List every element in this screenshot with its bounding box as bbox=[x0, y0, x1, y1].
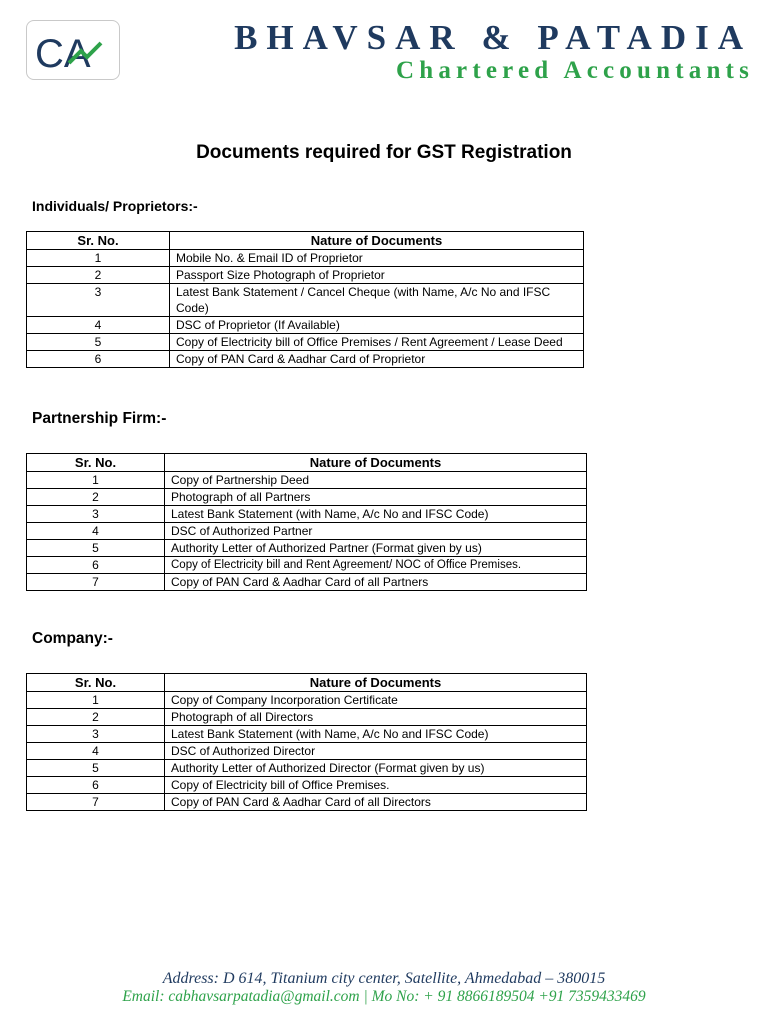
document-cell: Mobile No. & Email ID of Proprietor bbox=[170, 250, 584, 267]
footer-contact: Email: cabhavsarpatadia@gmail.com | Mo No: + 91 8866189504 +91 7359433469 bbox=[122, 988, 646, 1005]
document-title: Documents required for GST Registration bbox=[196, 142, 572, 163]
document-cell: Copy of Electricity bill and Rent Agreement/ NOC of Office Premises. bbox=[165, 557, 587, 574]
table-row bbox=[27, 777, 587, 794]
table-row bbox=[27, 334, 584, 351]
table-row bbox=[27, 709, 587, 726]
table-row bbox=[27, 743, 587, 760]
column-header-nature: Nature of Documents bbox=[165, 674, 587, 692]
column-header-nature: Nature of Documents bbox=[170, 232, 584, 250]
document-cell: Latest Bank Statement / Cancel Cheque (with Name, A/c No and IFSC Code) bbox=[170, 284, 584, 317]
sr-no-cell: 4 bbox=[27, 523, 165, 540]
table-row bbox=[27, 267, 584, 284]
sr-no-cell: 6 bbox=[27, 351, 170, 368]
sr-no-cell: 7 bbox=[27, 574, 165, 591]
sr-no-cell: 6 bbox=[27, 777, 165, 794]
document-cell: Latest Bank Statement (with Name, A/c No and IFSC Code) bbox=[165, 506, 587, 523]
sr-no-cell: 5 bbox=[27, 540, 165, 557]
ca-logo bbox=[26, 20, 120, 80]
table-row bbox=[27, 794, 587, 811]
sr-no-cell: 6 bbox=[27, 557, 165, 574]
table-row bbox=[27, 489, 587, 506]
table-header-row bbox=[27, 232, 584, 250]
document-cell: Copy of Electricity bill of Office Premises. bbox=[165, 777, 587, 794]
sr-no-cell: 1 bbox=[27, 472, 165, 489]
documents-table-company bbox=[26, 673, 587, 811]
sr-no-cell: 1 bbox=[27, 250, 170, 267]
table-row bbox=[27, 506, 587, 523]
sr-no-cell: 3 bbox=[27, 284, 170, 317]
sr-no-cell: 3 bbox=[27, 726, 165, 743]
table-row bbox=[27, 726, 587, 743]
table-row bbox=[27, 574, 587, 591]
sr-no-cell: 7 bbox=[27, 794, 165, 811]
section-heading-company: Company:- bbox=[32, 630, 113, 647]
document-cell: Copy of PAN Card & Aadhar Card of Proprietor bbox=[170, 351, 584, 368]
column-header-nature: Nature of Documents bbox=[165, 454, 587, 472]
ca-logo-text: CA bbox=[35, 32, 91, 76]
table-row bbox=[27, 760, 587, 777]
ca-logo-mark bbox=[27, 21, 119, 79]
table-header-row bbox=[27, 674, 587, 692]
document-cell: DSC of Proprietor (If Available) bbox=[170, 317, 584, 334]
document-cell: DSC of Authorized Partner bbox=[165, 523, 587, 540]
sr-no-cell: 4 bbox=[27, 743, 165, 760]
table-row bbox=[27, 351, 584, 368]
document-cell: Copy of Partnership Deed bbox=[165, 472, 587, 489]
section-heading-individuals: Individuals/ Proprietors:- bbox=[32, 198, 198, 214]
document-cell: Authority Letter of Authorized Partner (Format given by us) bbox=[165, 540, 587, 557]
document-cell: Latest Bank Statement (with Name, A/c No and IFSC Code) bbox=[165, 726, 587, 743]
firm-name: BHAVSAR & PATADIA bbox=[234, 18, 752, 57]
column-header-sr-no: Sr. No. bbox=[27, 454, 165, 472]
documents-table-partnership bbox=[26, 453, 587, 591]
table-row bbox=[27, 557, 587, 574]
table-row bbox=[27, 540, 587, 557]
table-row bbox=[27, 284, 584, 317]
document-cell: Copy of PAN Card & Aadhar Card of all Directors bbox=[165, 794, 587, 811]
document-cell: Photograph of all Directors bbox=[165, 709, 587, 726]
document-cell: DSC of Authorized Director bbox=[165, 743, 587, 760]
column-header-sr-no: Sr. No. bbox=[27, 674, 165, 692]
table-row bbox=[27, 317, 584, 334]
sr-no-cell: 2 bbox=[27, 489, 165, 506]
footer-address: Address: D 614, Titanium city center, Satellite, Ahmedabad – 380015 bbox=[162, 970, 606, 987]
document-cell: Copy of Electricity bill of Office Premises / Rent Agreement / Lease Deed bbox=[170, 334, 584, 351]
sr-no-cell: 5 bbox=[27, 334, 170, 351]
table-header-row bbox=[27, 454, 587, 472]
sr-no-cell: 2 bbox=[27, 709, 165, 726]
document-cell: Copy of PAN Card & Aadhar Card of all Partners bbox=[165, 574, 587, 591]
table-row bbox=[27, 250, 584, 267]
document-cell: Photograph of all Partners bbox=[165, 489, 587, 506]
document-cell: Authority Letter of Authorized Director (Format given by us) bbox=[165, 760, 587, 777]
table-row bbox=[27, 692, 587, 709]
sr-no-cell: 2 bbox=[27, 267, 170, 284]
column-header-sr-no: Sr. No. bbox=[27, 232, 170, 250]
sr-no-cell: 3 bbox=[27, 506, 165, 523]
firm-subtitle: Chartered Accountants bbox=[395, 57, 754, 84]
section-heading-partnership: Partnership Firm:- bbox=[32, 410, 167, 427]
table-row bbox=[27, 523, 587, 540]
sr-no-cell: 4 bbox=[27, 317, 170, 334]
sr-no-cell: 1 bbox=[27, 692, 165, 709]
document-cell: Copy of Company Incorporation Certificate bbox=[165, 692, 587, 709]
document-cell: Passport Size Photograph of Proprietor bbox=[170, 267, 584, 284]
sr-no-cell: 5 bbox=[27, 760, 165, 777]
documents-table-individuals bbox=[26, 231, 584, 368]
table-row bbox=[27, 472, 587, 489]
